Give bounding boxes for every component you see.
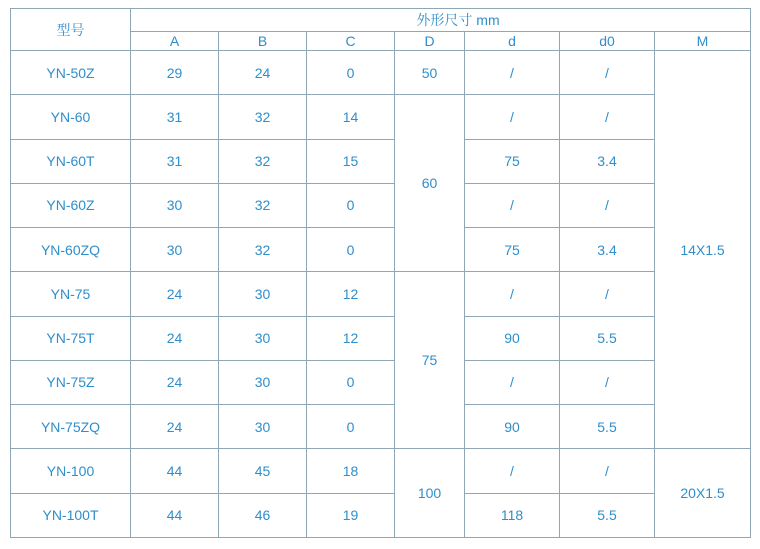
cell-c: 12 — [307, 272, 395, 316]
cell-a: 30 — [131, 183, 219, 227]
cell-a: 24 — [131, 405, 219, 449]
cell-model: YN-100 — [11, 449, 131, 493]
dimension-table — [10, 8, 751, 538]
cell-d-lower: 75 — [465, 228, 560, 272]
cell-b: 46 — [219, 493, 307, 537]
cell-d0: / — [560, 272, 655, 316]
cell-model: YN-60ZQ — [11, 228, 131, 272]
cell-c: 0 — [307, 183, 395, 227]
cell-d-lower: / — [465, 360, 560, 404]
cell-d: 50 — [395, 51, 465, 95]
cell-c: 0 — [307, 51, 395, 95]
cell-a: 24 — [131, 360, 219, 404]
cell-c: 19 — [307, 493, 395, 537]
header-col-a: A — [131, 32, 219, 51]
cell-d0: 3.4 — [560, 228, 655, 272]
cell-d-lower: / — [465, 449, 560, 493]
cell-d-lower: / — [465, 183, 560, 227]
cell-c: 15 — [307, 139, 395, 183]
cell-d0: / — [560, 449, 655, 493]
cell-a: 24 — [131, 272, 219, 316]
cell-d-lower: 118 — [465, 493, 560, 537]
cell-a: 30 — [131, 228, 219, 272]
cell-d0: 5.5 — [560, 316, 655, 360]
cell-b: 30 — [219, 405, 307, 449]
table-body — [11, 51, 751, 538]
table-row — [11, 449, 751, 493]
cell-c: 12 — [307, 316, 395, 360]
cell-b: 30 — [219, 360, 307, 404]
table-row — [11, 272, 751, 316]
cell-d0: / — [560, 360, 655, 404]
header-col-c: C — [307, 32, 395, 51]
cell-d0: / — [560, 51, 655, 95]
cell-b: 32 — [219, 228, 307, 272]
cell-model: YN-75 — [11, 272, 131, 316]
cell-d0: / — [560, 95, 655, 139]
header-dimensions: 外形尺寸 mm — [131, 9, 751, 32]
cell-d-lower: / — [465, 51, 560, 95]
table-row — [11, 183, 751, 227]
header-model: 型号 — [11, 9, 131, 51]
cell-c: 0 — [307, 405, 395, 449]
cell-d0: 5.5 — [560, 493, 655, 537]
cell-d-lower: 90 — [465, 316, 560, 360]
cell-a: 29 — [131, 51, 219, 95]
cell-a: 24 — [131, 316, 219, 360]
cell-d-lower: 75 — [465, 139, 560, 183]
cell-d0: 5.5 — [560, 405, 655, 449]
cell-b: 45 — [219, 449, 307, 493]
cell-model: YN-75Z — [11, 360, 131, 404]
table-row — [11, 360, 751, 404]
cell-c: 0 — [307, 360, 395, 404]
cell-d: 75 — [395, 272, 465, 449]
cell-m: 14X1.5 — [655, 51, 751, 449]
header-col-d0: d0 — [560, 32, 655, 51]
header-col-m: M — [655, 32, 751, 51]
table-row — [11, 493, 751, 537]
cell-model: YN-100T — [11, 493, 131, 537]
table-header — [11, 9, 751, 51]
cell-c: 18 — [307, 449, 395, 493]
cell-a: 44 — [131, 493, 219, 537]
cell-b: 32 — [219, 183, 307, 227]
cell-d: 60 — [395, 95, 465, 272]
table-row — [11, 139, 751, 183]
cell-model: YN-60T — [11, 139, 131, 183]
cell-d-lower: 90 — [465, 405, 560, 449]
cell-c: 14 — [307, 95, 395, 139]
cell-b: 24 — [219, 51, 307, 95]
cell-model: YN-60Z — [11, 183, 131, 227]
cell-d-lower: / — [465, 95, 560, 139]
cell-d0: / — [560, 183, 655, 227]
cell-a: 44 — [131, 449, 219, 493]
table-row — [11, 95, 751, 139]
table-row — [11, 316, 751, 360]
header-row-top — [11, 9, 751, 32]
cell-b: 30 — [219, 272, 307, 316]
cell-model: YN-60 — [11, 95, 131, 139]
cell-c: 0 — [307, 228, 395, 272]
table-row — [11, 405, 751, 449]
cell-d: 100 — [395, 449, 465, 538]
cell-m: 20X1.5 — [655, 449, 751, 538]
table-row — [11, 228, 751, 272]
cell-a: 31 — [131, 95, 219, 139]
cell-d0: 3.4 — [560, 139, 655, 183]
cell-b: 30 — [219, 316, 307, 360]
cell-d-lower: / — [465, 272, 560, 316]
header-col-d: D — [395, 32, 465, 51]
cell-model: YN-75ZQ — [11, 405, 131, 449]
cell-model: YN-75T — [11, 316, 131, 360]
header-col-b: B — [219, 32, 307, 51]
cell-model: YN-50Z — [11, 51, 131, 95]
cell-b: 32 — [219, 139, 307, 183]
cell-b: 32 — [219, 95, 307, 139]
cell-a: 31 — [131, 139, 219, 183]
header-col-d-lower: d — [465, 32, 560, 51]
table-row — [11, 51, 751, 95]
